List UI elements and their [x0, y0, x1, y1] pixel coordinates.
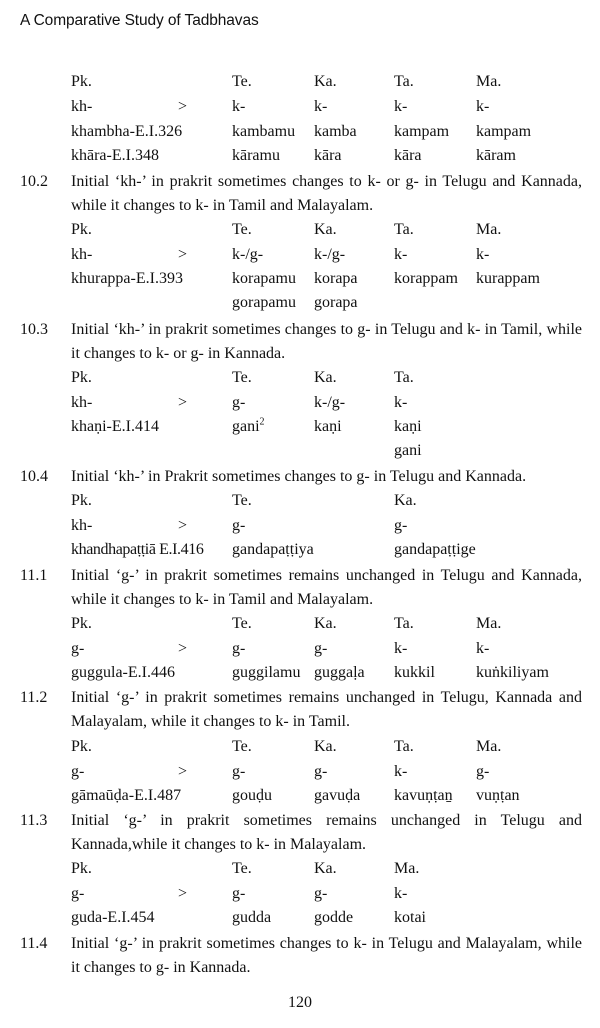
cell: Ta.	[394, 615, 414, 632]
cell: korapa	[314, 270, 358, 287]
cell: k-	[394, 98, 408, 115]
cell: k-	[476, 98, 490, 115]
cell: guggaḷa	[314, 664, 365, 681]
section-text: Initial ‘g-’ in prakrit sometimes remains unchanged in Telugu, Kannada and Malayalam, while it changes to k- in Tamil.	[71, 689, 582, 730]
cell: kāra	[314, 147, 342, 164]
cell: kāram	[476, 147, 516, 164]
arrow: >	[178, 98, 188, 115]
cell: kuṅkiliyam	[476, 664, 549, 681]
cell: gani	[232, 418, 260, 435]
cell: kampam	[394, 123, 450, 140]
cell: g-	[394, 517, 408, 534]
cell: kaṇi	[394, 418, 422, 435]
cell: gorapamu	[232, 294, 296, 311]
cell: Pk.	[71, 860, 92, 877]
section-number: 11.1	[20, 567, 48, 584]
cell: gandapaṭṭige	[394, 541, 476, 558]
cell: Pk.	[71, 369, 92, 386]
section-text: Initial ‘g-’ in prakrit sometimes remains unchanged in Telugu and Kannada,while it changes to k- in Malayalam.	[71, 812, 582, 853]
cell: gani	[394, 442, 422, 459]
cell: k-	[394, 640, 408, 657]
cell: Ta.	[394, 73, 414, 90]
cell: Te.	[232, 73, 252, 90]
cell: Pk.	[71, 221, 92, 238]
arrow: >	[178, 517, 188, 534]
section-number: 10.4	[20, 468, 48, 485]
cell: Te.	[232, 369, 252, 386]
section-text: Initial ‘kh-’ in prakrit sometimes changes to g- in Telugu and k- in Tamil, while it changes to k- or g- in Kannada.	[71, 321, 582, 362]
cell: gavuḍa	[314, 787, 361, 804]
cell: kāramu	[232, 147, 280, 164]
section-number: 11.3	[20, 812, 48, 829]
arrow: >	[178, 763, 188, 780]
page-number: 120	[288, 994, 312, 1011]
cell: godde	[314, 909, 354, 926]
section-text: Initial ‘g-’ in prakrit sometimes changes to k- in Telugu and Malayalam, while it changes to g- in Kannada.	[71, 935, 582, 976]
cell: k-/g-	[314, 246, 346, 263]
cell: Pk.	[71, 615, 92, 632]
cell: Te.	[232, 860, 252, 877]
footnote-marker: 2	[259, 416, 265, 428]
cell: g-	[314, 640, 328, 657]
cell: korappam	[394, 270, 458, 287]
cell: k-	[314, 98, 328, 115]
cell: k-	[476, 640, 490, 657]
cell: kurappam	[476, 270, 540, 287]
arrow: >	[178, 640, 188, 657]
section-text: Initial ‘kh-’ in prakrit sometimes changes to k- or g- in Telugu and Kannada, while it changes to k- in Tamil and Malayalam.	[71, 173, 582, 214]
arrow: >	[178, 885, 188, 902]
cell: kāra	[394, 147, 422, 164]
cell: kavuṇṭaṉ	[394, 787, 453, 804]
cell: g-	[314, 885, 328, 902]
section-number: 10.3	[20, 321, 48, 338]
cell: Ma.	[394, 860, 420, 877]
running-header: A Comparative Study of Tadbhavas	[20, 12, 259, 29]
cell: khaṇi-E.I.414	[71, 418, 159, 435]
cell: Ka.	[314, 369, 337, 386]
cell: g-	[232, 885, 246, 902]
cell: gorapa	[314, 294, 358, 311]
arrow: >	[178, 246, 188, 263]
cell: khandhapaṭṭiā E.I.416	[71, 541, 204, 558]
cell: Ta.	[394, 369, 414, 386]
cell: g-	[232, 640, 246, 657]
cell: k-	[394, 885, 408, 902]
cell: Ma.	[476, 221, 502, 238]
cell: Te.	[232, 738, 252, 755]
cell: g-	[71, 885, 85, 902]
cell: g-	[232, 763, 246, 780]
section-number: 10.2	[20, 173, 48, 190]
cell: guggilamu	[232, 664, 301, 681]
cell: kambamu	[232, 123, 296, 140]
cell: k-	[394, 394, 408, 411]
cell: g-	[232, 394, 246, 411]
cell: g-	[314, 763, 328, 780]
cell: Pk.	[71, 73, 92, 90]
cell: Ka.	[314, 860, 337, 877]
cell: Ma.	[476, 738, 502, 755]
cell: g-	[71, 763, 85, 780]
cell: kamba	[314, 123, 357, 140]
cell: Pk.	[71, 492, 92, 509]
cell: Ka.	[314, 73, 337, 90]
section-number: 11.2	[20, 689, 48, 706]
cell-with-footnote	[232, 417, 265, 437]
cell: gāmaūḍa-E.I.487	[71, 787, 182, 804]
cell: Ta.	[394, 738, 414, 755]
cell: gouḍu	[232, 787, 272, 804]
cell: kh-	[71, 517, 93, 534]
cell: k-	[476, 246, 490, 263]
cell: Ka.	[394, 492, 417, 509]
cell: kh-	[71, 246, 93, 263]
cell: guda-E.I.454	[71, 909, 155, 926]
cell: khambha-E.I.326	[71, 123, 183, 140]
cell: g-	[476, 763, 490, 780]
cell: Ka.	[314, 221, 337, 238]
cell: k-/g-	[314, 394, 346, 411]
cell: kotai	[394, 909, 426, 926]
cell: Te.	[232, 221, 252, 238]
cell: guggula-E.I.446	[71, 664, 175, 681]
section-text: Initial ‘g-’ in prakrit sometimes remains unchanged in Telugu and Kannada, while it changes to k- in Tamil and Malayalam.	[71, 567, 582, 608]
cell: k-/g-	[232, 246, 264, 263]
cell: Ma.	[476, 615, 502, 632]
cell: g-	[232, 517, 246, 534]
cell: kukkil	[394, 664, 435, 681]
cell: Ka.	[314, 615, 337, 632]
cell: Te.	[232, 615, 252, 632]
cell: g-	[71, 640, 85, 657]
cell: k-	[394, 763, 408, 780]
cell: khurappa-E.I.393	[71, 270, 183, 287]
arrow: >	[178, 394, 188, 411]
cell: vuṇṭan	[476, 787, 520, 804]
cell: Ta.	[394, 221, 414, 238]
cell: khāra-E.I.348	[71, 147, 159, 164]
section-text: Initial ‘kh-’ in Prakrit sometimes changes to g- in Telugu and Kannada.	[71, 468, 527, 485]
cell: kh-	[71, 98, 93, 115]
cell: kaṇi	[314, 418, 342, 435]
cell: kh-	[71, 394, 93, 411]
cell: k-	[394, 246, 408, 263]
cell: gandapaṭṭiya	[232, 541, 314, 558]
section-number: 11.4	[20, 935, 48, 952]
cell: Ka.	[314, 738, 337, 755]
cell: kampam	[476, 123, 532, 140]
cell: k-	[232, 98, 246, 115]
cell: Ma.	[476, 73, 502, 90]
cell: Pk.	[71, 738, 92, 755]
cell: Te.	[232, 492, 252, 509]
cell: gudda	[232, 909, 272, 926]
cell: korapamu	[232, 270, 296, 287]
